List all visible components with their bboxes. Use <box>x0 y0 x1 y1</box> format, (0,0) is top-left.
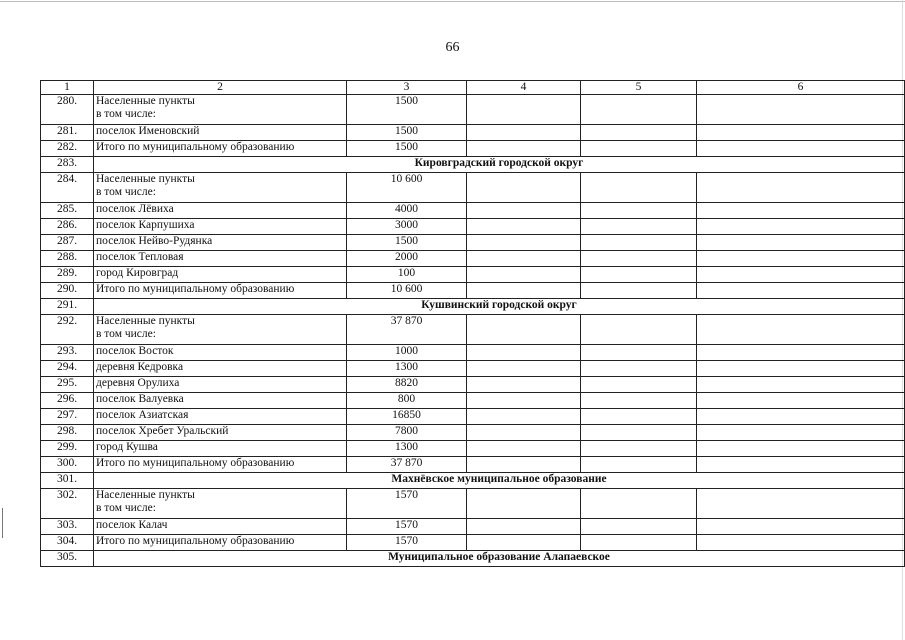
empty-cell-col-5 <box>581 393 697 409</box>
table-row <box>41 141 905 157</box>
empty-cell-col-5 <box>581 409 697 425</box>
empty-cell-col-4 <box>467 315 581 345</box>
row-number: 286. <box>41 219 94 235</box>
empty-cell-col-6 <box>697 267 905 283</box>
empty-cell-col-6 <box>697 95 905 125</box>
empty-cell-col-6 <box>697 441 905 457</box>
row-number: 305. <box>41 551 94 567</box>
empty-cell-col-5 <box>581 267 697 283</box>
settlement-value: 10 600 <box>347 283 467 299</box>
settlement-name <box>94 489 347 519</box>
empty-cell-col-4 <box>467 283 581 299</box>
empty-cell-col-4 <box>467 519 581 535</box>
row-number: 304. <box>41 535 94 551</box>
settlement-name: поселок Валуевка <box>94 393 347 409</box>
table-row <box>41 425 905 441</box>
empty-cell-col-6 <box>697 409 905 425</box>
empty-cell-col-6 <box>697 125 905 141</box>
row-number: 283. <box>41 157 94 173</box>
empty-cell-col-6 <box>697 361 905 377</box>
settlement-value: 1500 <box>347 235 467 251</box>
row-number: 301. <box>41 473 94 489</box>
section-title: Кушвинский городской округ <box>94 299 905 315</box>
row-number: 298. <box>41 425 94 441</box>
table-row <box>41 315 905 345</box>
settlement-value: 1500 <box>347 125 467 141</box>
settlement-name: деревня Орулиха <box>94 377 347 393</box>
empty-cell-col-6 <box>697 425 905 441</box>
settlement-value: 10 600 <box>347 173 467 203</box>
header-col-3: 3 <box>347 81 467 95</box>
empty-cell-col-5 <box>581 345 697 361</box>
row-number: 282. <box>41 141 94 157</box>
table-row <box>41 267 905 283</box>
empty-cell-col-4 <box>467 235 581 251</box>
empty-cell-col-6 <box>697 315 905 345</box>
row-number: 299. <box>41 441 94 457</box>
settlement-name: поселок Азиатская <box>94 409 347 425</box>
empty-cell-col-6 <box>697 535 905 551</box>
page-number: 66 <box>445 40 460 55</box>
empty-cell-col-5 <box>581 173 697 203</box>
row-number: 281. <box>41 125 94 141</box>
empty-cell-col-6 <box>697 345 905 361</box>
settlement-value: 37 870 <box>347 315 467 345</box>
empty-cell-col-5 <box>581 377 697 393</box>
table-row <box>41 457 905 473</box>
settlement-name: поселок Карпушиха <box>94 219 347 235</box>
empty-cell-col-6 <box>697 377 905 393</box>
settlement-name-line-1: Населенные пункты <box>96 489 195 501</box>
row-number: 303. <box>41 519 94 535</box>
settlement-value: 800 <box>347 393 467 409</box>
empty-cell-col-5 <box>581 441 697 457</box>
settlement-name: поселок Калач <box>94 519 347 535</box>
table-row <box>41 235 905 251</box>
settlement-name-line-2: в том числе: <box>96 502 156 514</box>
empty-cell-col-4 <box>467 173 581 203</box>
empty-cell-col-5 <box>581 425 697 441</box>
settlement-name: поселок Восток <box>94 345 347 361</box>
settlement-name <box>94 315 347 345</box>
row-number: 293. <box>41 345 94 361</box>
settlement-name: поселок Хребет Уральский <box>94 425 347 441</box>
table-row <box>41 489 905 519</box>
empty-cell-col-6 <box>697 173 905 203</box>
empty-cell-col-5 <box>581 141 697 157</box>
settlements-table <box>40 80 905 567</box>
row-number: 289. <box>41 267 94 283</box>
empty-cell-col-5 <box>581 219 697 235</box>
header-col-4: 4 <box>467 81 581 95</box>
settlement-name: Итого по муниципальному образованию <box>94 283 347 299</box>
empty-cell-col-4 <box>467 251 581 267</box>
settlement-value: 16850 <box>347 409 467 425</box>
empty-cell-col-6 <box>697 283 905 299</box>
table-row <box>41 173 905 203</box>
table-row <box>41 393 905 409</box>
table-row <box>41 535 905 551</box>
header-col-1: 1 <box>41 81 94 95</box>
row-number: 297. <box>41 409 94 425</box>
section-header-row <box>41 473 905 489</box>
row-number: 294. <box>41 361 94 377</box>
settlement-value: 1500 <box>347 95 467 125</box>
section-title: Махнёвское муниципальное образование <box>94 473 905 489</box>
settlement-value: 7800 <box>347 425 467 441</box>
settlement-value: 1570 <box>347 519 467 535</box>
row-number: 287. <box>41 235 94 251</box>
table-row <box>41 345 905 361</box>
empty-cell-col-4 <box>467 141 581 157</box>
settlement-value: 1300 <box>347 441 467 457</box>
empty-cell-col-4 <box>467 95 581 125</box>
scan-artifact-top-line <box>0 1 905 2</box>
settlement-value: 37 870 <box>347 457 467 473</box>
empty-cell-col-4 <box>467 125 581 141</box>
settlement-name-line-2: в том числе: <box>96 108 156 120</box>
row-number: 296. <box>41 393 94 409</box>
settlement-value: 1570 <box>347 489 467 519</box>
row-number: 284. <box>41 173 94 203</box>
empty-cell-col-4 <box>467 489 581 519</box>
empty-cell-col-6 <box>697 457 905 473</box>
empty-cell-col-5 <box>581 125 697 141</box>
empty-cell-col-6 <box>697 141 905 157</box>
settlement-name: Итого по муниципальному образованию <box>94 457 347 473</box>
empty-cell-col-6 <box>697 489 905 519</box>
section-header-row <box>41 299 905 315</box>
row-number: 288. <box>41 251 94 267</box>
settlement-name: поселок Именовский <box>94 125 347 141</box>
empty-cell-col-6 <box>697 219 905 235</box>
row-number: 302. <box>41 489 94 519</box>
settlement-value: 1500 <box>347 141 467 157</box>
settlement-name: Итого по муниципальному образованию <box>94 141 347 157</box>
section-title: Муниципальное образование Алапаевское <box>94 551 905 567</box>
empty-cell-col-5 <box>581 203 697 219</box>
settlement-name: поселок Нейво-Рудянка <box>94 235 347 251</box>
empty-cell-col-5 <box>581 489 697 519</box>
scan-artifact-left-mark <box>2 508 3 538</box>
header-col-5: 5 <box>581 81 697 95</box>
settlement-name: поселок Тепловая <box>94 251 347 267</box>
settlement-value: 1300 <box>347 361 467 377</box>
settlement-value: 1570 <box>347 535 467 551</box>
empty-cell-col-5 <box>581 283 697 299</box>
settlement-value: 8820 <box>347 377 467 393</box>
table-row <box>41 409 905 425</box>
settlement-name: Итого по муниципальному образованию <box>94 535 347 551</box>
empty-cell-col-6 <box>697 203 905 219</box>
header-col-6: 6 <box>697 81 905 95</box>
empty-cell-col-6 <box>697 393 905 409</box>
row-number: 291. <box>41 299 94 315</box>
row-number: 285. <box>41 203 94 219</box>
settlement-name-line-1: Населенные пункты <box>96 95 195 107</box>
empty-cell-col-5 <box>581 95 697 125</box>
empty-cell-col-4 <box>467 425 581 441</box>
row-number: 292. <box>41 315 94 345</box>
section-header-row <box>41 551 905 567</box>
table-row <box>41 203 905 219</box>
empty-cell-col-4 <box>467 361 581 377</box>
row-number: 290. <box>41 283 94 299</box>
table-body <box>41 81 905 567</box>
table-row <box>41 519 905 535</box>
empty-cell-col-6 <box>697 251 905 267</box>
empty-cell-col-4 <box>467 393 581 409</box>
settlement-name <box>94 173 347 203</box>
table-row <box>41 283 905 299</box>
empty-cell-col-4 <box>467 377 581 393</box>
empty-cell-col-5 <box>581 519 697 535</box>
empty-cell-col-5 <box>581 535 697 551</box>
empty-cell-col-5 <box>581 235 697 251</box>
header-col-2: 2 <box>94 81 347 95</box>
empty-cell-col-4 <box>467 457 581 473</box>
empty-cell-col-5 <box>581 457 697 473</box>
settlement-value: 4000 <box>347 203 467 219</box>
empty-cell-col-4 <box>467 409 581 425</box>
settlement-name-line-1: Населенные пункты <box>96 173 195 185</box>
section-header-row <box>41 157 905 173</box>
settlement-name: город Кушва <box>94 441 347 457</box>
settlement-value: 1000 <box>347 345 467 361</box>
empty-cell-col-5 <box>581 315 697 345</box>
row-number: 280. <box>41 95 94 125</box>
table-row <box>41 377 905 393</box>
settlement-value: 2000 <box>347 251 467 267</box>
empty-cell-col-5 <box>581 251 697 267</box>
settlement-name-line-1: Населенные пункты <box>96 315 195 327</box>
settlement-value: 3000 <box>347 219 467 235</box>
settlement-name: город Кировград <box>94 267 347 283</box>
empty-cell-col-4 <box>467 219 581 235</box>
empty-cell-col-4 <box>467 203 581 219</box>
settlement-name <box>94 95 347 125</box>
table-header-row <box>41 81 905 95</box>
empty-cell-col-4 <box>467 267 581 283</box>
empty-cell-col-4 <box>467 441 581 457</box>
row-number: 295. <box>41 377 94 393</box>
table-row <box>41 95 905 125</box>
settlement-name-line-2: в том числе: <box>96 186 156 198</box>
table-row <box>41 441 905 457</box>
settlement-name: деревня Кедровка <box>94 361 347 377</box>
settlement-name-line-2: в том числе: <box>96 328 156 340</box>
empty-cell-col-4 <box>467 345 581 361</box>
empty-cell-col-4 <box>467 535 581 551</box>
row-number: 300. <box>41 457 94 473</box>
section-title: Кировградский городской округ <box>94 157 905 173</box>
table-row <box>41 361 905 377</box>
empty-cell-col-6 <box>697 235 905 251</box>
empty-cell-col-5 <box>581 361 697 377</box>
settlement-name: поселок Лёвиха <box>94 203 347 219</box>
table-row <box>41 125 905 141</box>
table-row <box>41 219 905 235</box>
table-row <box>41 251 905 267</box>
empty-cell-col-6 <box>697 519 905 535</box>
settlement-value: 100 <box>347 267 467 283</box>
